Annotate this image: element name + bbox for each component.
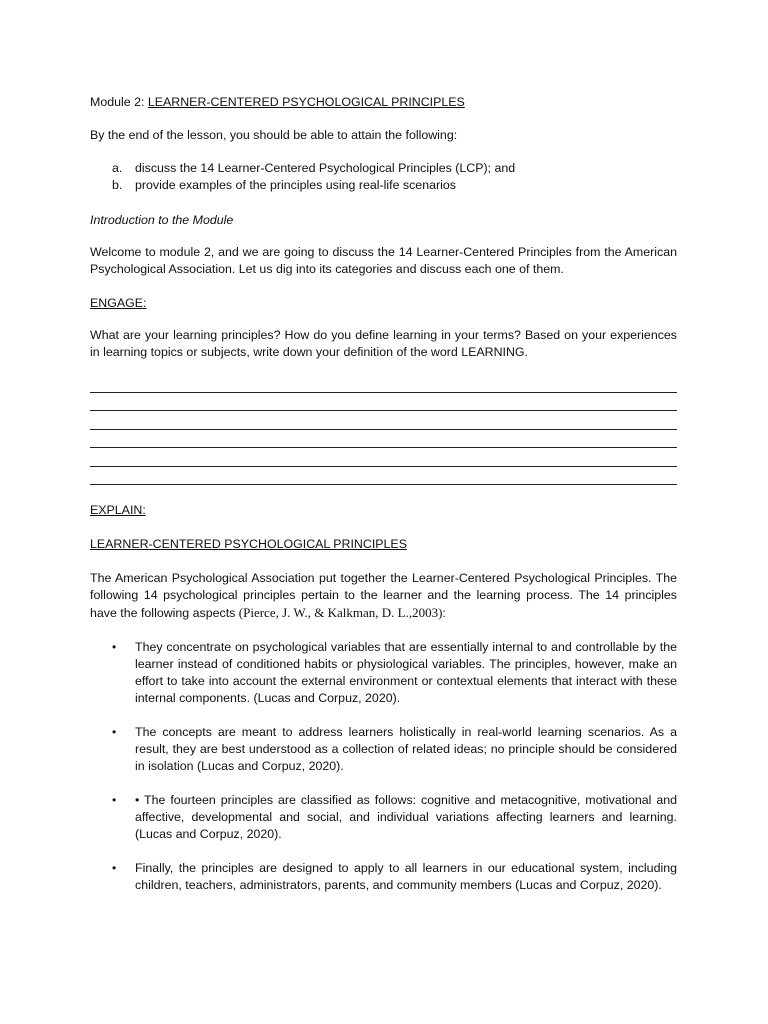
bullet-icon: • bbox=[112, 725, 117, 739]
intro-heading: Introduction to the Module bbox=[90, 213, 234, 227]
answer-lines[interactable] bbox=[90, 374, 677, 485]
aspect-item bbox=[90, 639, 677, 707]
explain-paragraph bbox=[90, 570, 677, 622]
explain-heading: EXPLAIN: bbox=[90, 503, 146, 517]
explain-text: The American Psychological Association put together the Learner-Centered Psychological Principles. The following 14 psychological principles pertain to the learner and the learning process. The 14 principles have the following aspects bbox=[90, 571, 677, 620]
aspect-item bbox=[90, 792, 677, 843]
objectives-intro: By the end of the lesson, you should be able to attain the following: bbox=[90, 128, 458, 142]
answer-line[interactable] bbox=[90, 448, 677, 467]
bullet-icon: • bbox=[112, 640, 117, 654]
aspect-item bbox=[90, 860, 677, 894]
answer-line[interactable] bbox=[90, 411, 677, 430]
engage-question: What are your learning principles? How do you define learning in your terms? Based on your experiences in learning topics or subjects, write down your definition of the word LEARNING. bbox=[90, 328, 677, 359]
bullet-icon: • bbox=[112, 861, 117, 875]
aspect-text: They concentrate on psychological variables that are essentially internal to and controllable by the learner instead of conditioned habits or physiological variables. The principles, however, make an effort to take into account the external environment or contextual elements that interact with these internal components. (Lucas and Corpuz, 2020). bbox=[135, 640, 677, 705]
objective-item bbox=[90, 177, 677, 194]
objective-item bbox=[90, 160, 677, 177]
aspect-text: The concepts are meant to address learners holistically in real-world learning scenarios. As a result, they are best understood as a collection of related ideas; no principle should be considered in isolation (Lucas and Corpuz, 2020). bbox=[135, 725, 677, 773]
aspect-item bbox=[90, 724, 677, 775]
answer-line[interactable] bbox=[90, 467, 677, 486]
module-heading bbox=[90, 94, 677, 111]
objectives-list bbox=[90, 160, 677, 194]
explain-citation: (Pierce, J. W., & Kalkman, D. L.,2003) bbox=[238, 605, 443, 620]
welcome-paragraph: Welcome to module 2, and we are going to discuss the 14 Learner-Centered Principles from the American Psychological Association. Let us dig into its categories and discuss each one of them. bbox=[90, 245, 677, 276]
explain-subheading: LEARNER-CENTERED PSYCHOLOGICAL PRINCIPLES bbox=[90, 537, 407, 551]
document-page bbox=[90, 94, 677, 894]
objective-marker: b. bbox=[112, 178, 123, 192]
objective-text: discuss the 14 Learner-Centered Psychological Principles (LCP); and bbox=[135, 161, 516, 175]
objective-text: provide examples of the principles using real-life scenarios bbox=[135, 178, 456, 192]
aspect-text: Finally, the principles are designed to apply to all learners in our educational system, including children, teachers, administrators, parents, and community members (Lucas and Corpuz, 2020). bbox=[135, 861, 677, 892]
answer-line[interactable] bbox=[90, 430, 677, 449]
objective-marker: a. bbox=[112, 161, 123, 175]
module-prefix: Module 2: bbox=[90, 95, 148, 109]
answer-line[interactable] bbox=[90, 374, 677, 393]
aspect-text: • The fourteen principles are classified as follows: cognitive and metacognitive, motivational and affective, developmental and social, and individual variations affecting learners and learning. (Lucas and Corpuz, 2020). bbox=[135, 793, 677, 841]
engage-heading: ENGAGE: bbox=[90, 296, 147, 310]
explain-citation-end: : bbox=[442, 606, 446, 620]
module-title: LEARNER-CENTERED PSYCHOLOGICAL PRINCIPLES bbox=[147, 95, 465, 109]
aspects-list bbox=[90, 639, 677, 894]
bullet-icon: • bbox=[112, 793, 117, 807]
answer-line[interactable] bbox=[90, 393, 677, 412]
